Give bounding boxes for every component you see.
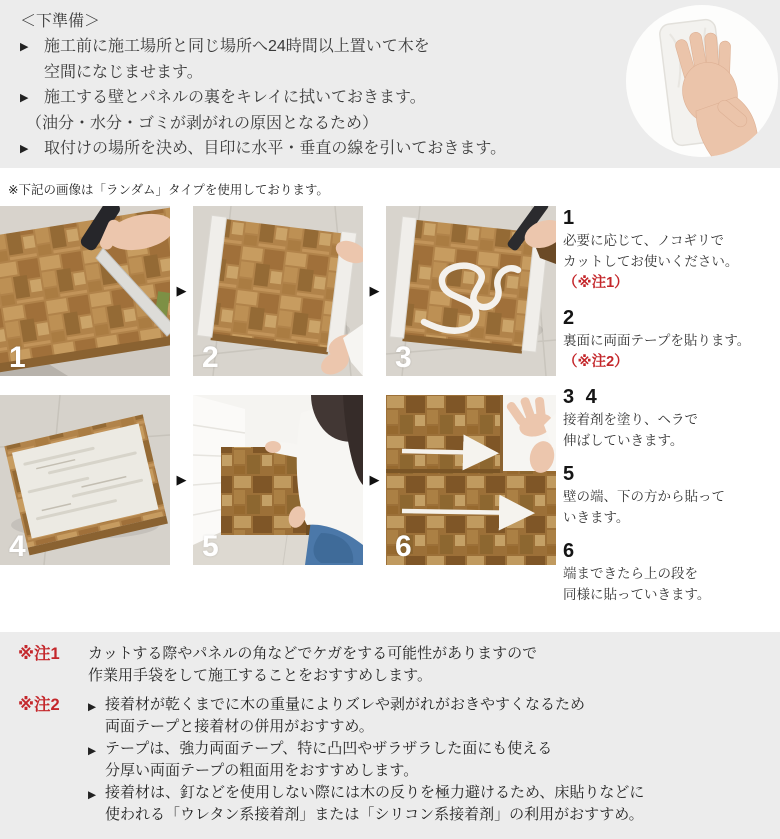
bullet-icon: ▶ xyxy=(88,701,97,713)
step-photo-2-tape xyxy=(193,206,363,376)
step-text: 端まできたら上の段を xyxy=(563,566,698,581)
footnote-item xyxy=(88,643,537,687)
footnote-label: ※注1 xyxy=(18,645,60,663)
footnote-text: テープは、強力両面テープ、特に凸凹やザラザラした面にも使える xyxy=(105,740,553,757)
footnote-text: 両面テープと接着材の併用がおすすめ。 xyxy=(105,718,374,735)
step-number: 6 xyxy=(563,540,578,562)
bullet-icon: ▶ xyxy=(20,92,29,104)
step-text: 必要に応じて、ノコギリで xyxy=(563,233,725,248)
bullet-icon: ▶ xyxy=(20,143,29,155)
preparation-section xyxy=(0,0,780,168)
footnote-text: 使われる「ウレタン系接着剤」または「シリコン系接着剤」の利用がおすすめ。 xyxy=(105,806,644,823)
photo-number: 4 xyxy=(9,530,26,563)
wiping-cloth-photo xyxy=(626,5,778,157)
step-text: いきます。 xyxy=(563,510,630,525)
footnote-ref: （※注2） xyxy=(563,354,629,370)
footnote-label: ※注2 xyxy=(18,696,60,714)
step-number: 1 xyxy=(563,207,578,229)
random-type-note: ※下記の画像は「ランダム」タイプを使用しております。 xyxy=(8,183,329,197)
step-description-6 xyxy=(563,539,750,605)
next-arrow-icon: ▶ xyxy=(369,472,380,487)
step-text: 同様に貼っていきます。 xyxy=(563,587,711,602)
step-text: 接着剤を塗り、ヘラで xyxy=(563,412,698,427)
photo-number: 1 xyxy=(9,341,26,374)
step-photo-1-sawing xyxy=(0,206,170,376)
prep-line: 施工前に施工場所と同じ場所へ24時間以上置いて木を xyxy=(44,38,430,55)
photo-number: 5 xyxy=(202,530,219,563)
footnote-1 xyxy=(0,643,780,687)
next-arrow-icon: ▶ xyxy=(176,283,187,298)
step-number: 3 4 xyxy=(563,386,600,408)
prep-line: 取付けの場所を決め、目印に水平・垂直の線を引いておきます。 xyxy=(44,140,507,157)
footnotes-section xyxy=(0,632,780,839)
photo-row xyxy=(0,206,556,376)
footnote-item xyxy=(88,782,644,826)
footnote-text: 作業用手袋をして施工することをおすすめします。 xyxy=(88,667,432,684)
photo-row xyxy=(0,395,556,565)
photo-number: 2 xyxy=(202,341,219,374)
bullet-icon: ▶ xyxy=(20,41,29,53)
installation-steps xyxy=(0,206,780,616)
footnote-2 xyxy=(0,694,780,826)
footnote-text: 接着材が乾くまでに木の重量によりズレや剥がれがおきやすくなるため xyxy=(105,696,586,713)
prep-line: 施工する壁とパネルの裏をキレイに拭いておきます。 xyxy=(44,89,426,106)
step-photo-5-placing xyxy=(193,395,363,565)
step-description-5 xyxy=(563,462,750,528)
footnote-item xyxy=(88,694,644,738)
next-arrow-icon: ▶ xyxy=(176,472,187,487)
footnote-item xyxy=(88,738,644,782)
footnote-text: 分厚い両面テープの粗面用をおすすめします。 xyxy=(105,762,419,779)
step-description-3-4 xyxy=(563,385,750,451)
footnote-ref: （※注1） xyxy=(563,275,629,291)
step-text: カットしてお使いください。 xyxy=(563,254,739,269)
prep-line: 空間になじませます。 xyxy=(44,64,203,81)
footnote-text: カットする際やパネルの角などでケガをする可能性がありますので xyxy=(88,645,538,662)
step-photo-3-adhesive xyxy=(386,206,556,376)
step-photo-4-spread xyxy=(0,395,170,565)
photo-number: 6 xyxy=(395,530,412,563)
next-arrow-icon: ▶ xyxy=(369,283,380,298)
hand-cloth-illustration xyxy=(626,5,778,157)
step-photo-6-rows xyxy=(386,395,556,565)
footnote-text: 接着材は、釘などを使用しない際には木の反りを極力避けるため、床貼りなどに xyxy=(105,784,645,801)
step-description-1 xyxy=(563,206,750,295)
step-text: 伸ばしていきます。 xyxy=(563,433,684,448)
step-description-2 xyxy=(563,306,750,374)
photo-grid xyxy=(0,206,556,616)
step-number: 5 xyxy=(563,463,578,485)
prep-title: ＜下準備＞ xyxy=(20,13,101,30)
step-number: 2 xyxy=(563,307,578,329)
photo-number: 3 xyxy=(395,341,412,374)
bullet-icon: ▶ xyxy=(88,745,97,757)
prep-line: （油分・水分・ゴミが剥がれの原因となるため） xyxy=(26,115,379,132)
step-text: 裏面に両面テープを貼ります。 xyxy=(563,333,751,348)
step-text: 壁の端、下の方から貼って xyxy=(563,489,725,504)
step-descriptions xyxy=(563,206,750,616)
bullet-icon: ▶ xyxy=(88,789,97,801)
